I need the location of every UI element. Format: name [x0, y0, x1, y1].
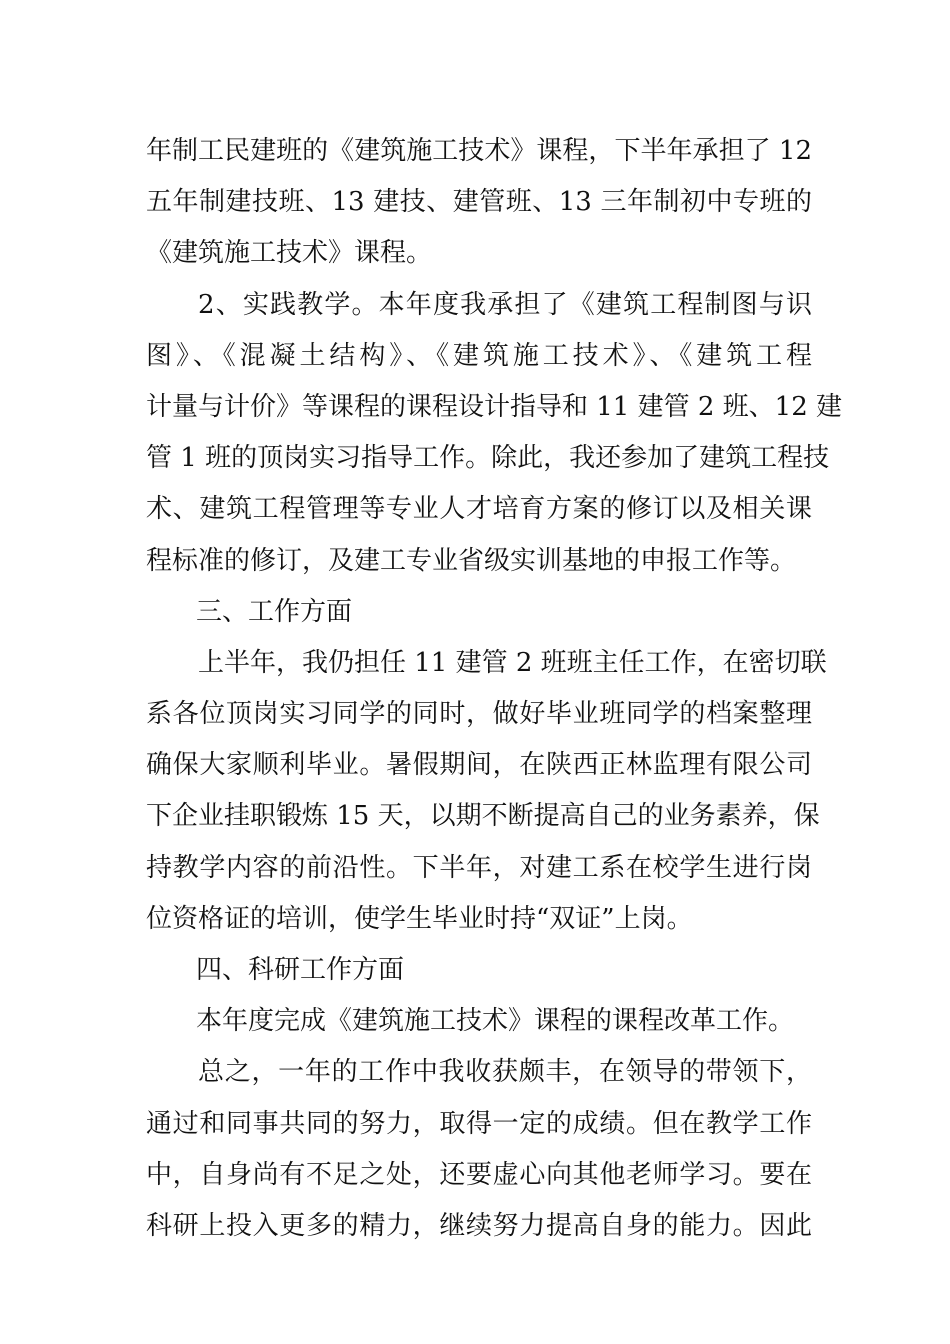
text-line-paragraph-start: 本年度完成《建筑施工技术》课程的课程改革工作。: [196, 1006, 795, 1037]
text-line-paragraph-start: 2、实践教学。本年度我承担了《建筑工程制图与识: [198, 289, 812, 320]
text-line: 计量与计价》等课程的课程设计指导和 11 建管 2 班、12 建: [146, 391, 843, 422]
section-heading: 四、科研工作方面: [196, 955, 405, 985]
text-line: 持教学内容的前沿性。下半年，对建工系在校学生进行岗: [146, 852, 812, 883]
text-line: 科研上投入更多的精力，继续努力提高自身的能力。因此: [146, 1210, 812, 1241]
text-line: 位资格证的培训，使学生毕业时持“双证”上岗。: [146, 903, 693, 934]
text-line: 图》、《混凝土结构》、《建筑施工技术》、《建筑工程: [146, 340, 812, 371]
text-line: 下企业挂职锻炼 15 天，以期不断提高自己的业务素养，保: [146, 801, 820, 832]
text-line: 通过和同事共同的努力，取得一定的成绩。但在教学工作: [146, 1108, 812, 1139]
text-line: 年制工民建班的《建筑施工技术》课程，下半年承担了 12: [146, 136, 812, 166]
document-body: [146, 126, 843, 1252]
text-line: 五年制建技班、13 建技、建管班、13 三年制初中专班的: [146, 187, 812, 218]
text-line-paragraph-start: 总之，一年的工作中我收获颇丰，在领导的带领下，: [198, 1057, 812, 1088]
text-line: 术、建筑工程管理等专业人才培育方案的修订以及相关课: [146, 494, 812, 525]
text-line: 程标准的修订，及建工专业省级实训基地的申报工作等。: [146, 545, 797, 576]
text-line: 系各位顶岗实习同学的同时，做好毕业班同学的档案整理: [146, 699, 812, 730]
text-line: 《建筑施工技术》课程。: [146, 238, 433, 269]
text-line-paragraph-start: 上半年，我仍担任 11 建管 2 班班主任工作，在密切联: [198, 647, 827, 678]
text-line: 中，自身尚有不足之处，还要虚心向其他老师学习。要在: [146, 1159, 812, 1190]
section-heading: 三、工作方面: [196, 596, 353, 627]
text-line: 管 1 班的顶岗实习指导工作。除此，我还参加了建筑工程技: [146, 443, 830, 474]
text-line: 确保大家顺利毕业。暑假期间，在陕西正林监理有限公司: [146, 750, 812, 781]
